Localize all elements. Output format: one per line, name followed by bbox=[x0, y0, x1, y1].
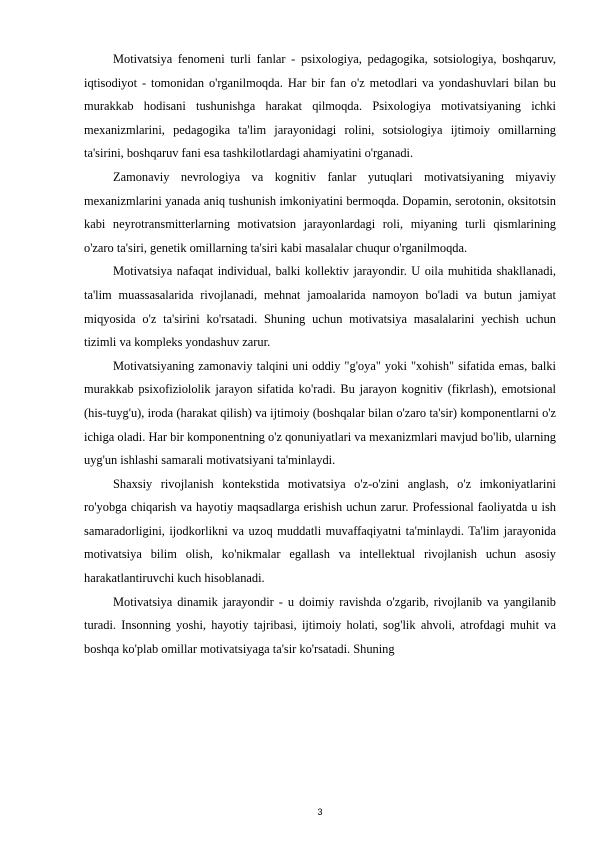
paragraph-1: Motivatsiya fenomeni turli fanlar - psixologiya, pedagogika, sotsiologiya, boshqaruv, iqtisodiyot - tomonidan o'rganilmoqda. Har bir fan o'z metodlari va yondashuvlari bilan bu murakkab hodisani tushunishga harakat qilmoqda. Psixologiya motivatsiyaning ichki mexanizmlarini, pedagogika ta'lim jarayonidagi rolini, sotsiologiya ijtimoiy omillarning ta'sirini, boshqaruv fani esa tashkilotlardagi ahamiyatini o'rganadi. bbox=[84, 52, 556, 161]
paragraph-5: Shaxsiy rivojlanish kontekstida motivatsiya o'z-o'zini anglash, o'z imkoniyatlarini ro'yobga chiqarish va hayotiy maqsadlarga erishish uchun zarur. Professional faoliyatda u ish samaradorligini, ijodkorlikni va uzoq muddatli muvaffaqiyatni ta'minlaydi. Ta'lim jarayonida motivatsiya bilim olish, ko'nikmalar egallash va intellektual rivojlanish uchun asosiy harakatlantiruvchi kuch hisoblanadi. bbox=[84, 476, 556, 586]
document-body bbox=[84, 48, 556, 661]
paragraph-3: Motivatsiya nafaqat individual, balki kollektiv jarayondir. U oila muhitida shakllanadi, ta'lim muassasalarida rivojlanadi, mehnat jamoalarida namoyon bo'ladi va butun jamiyat miqyosida o'z ta'sirini ko'rsatadi. Shuning uchun motivatsiya masalalarini yechish uchun tizimli va kompleks yondashuv zarur. bbox=[84, 264, 556, 350]
paragraph-2: Zamonaviy nevrologiya va kognitiv fanlar yutuqlari motivatsiyaning miyaviy mexanizmlarini yanada aniq tushunish imkoniyatini bermoqda. Dopamin, serotonin, oksitotsin kabi neyrotransmitterlarning motivatsion jarayonlardagi roli, miyaning turli qismlarining o'zaro ta'siri, genetik omillarning ta'siri kabi masalalar chuqur o'rganilmoqda. bbox=[84, 169, 556, 255]
page-number: 3 bbox=[317, 807, 323, 817]
paragraph-6: Motivatsiya dinamik jarayondir - u doimiy ravishda o'zgarib, rivojlanib va yangilanib turadi. Insonning yoshi, hayotiy tajribasi, ijtimoiy holati, sog'lik ahvoli, atrofdagi muhit va boshqa ko'plab omillar motivatsiyaga ta'sir ko'rsatadi. Shuning bbox=[84, 594, 556, 656]
paragraph-4: Motivatsiyaning zamonaviy talqini uni oddiy "g'oya" yoki "xohish" sifatida emas, balki murakkab psixofiziololik jarayon sifatida ko'radi. Bu jarayon kognitiv (fikrlash), emotsional (his-tuyg'u), iroda (harakat qilish) va ijtimoiy (boshqalar bilan o'zaro ta'sir) komponentlarni o'z ichiga oladi. Har bir komponentning o'z qonuniyatlari va mexanizmlari mavjud bo'lib, ularning uyg'un ishlashi samarali motivatsiyani ta'minlaydi. bbox=[84, 358, 556, 468]
